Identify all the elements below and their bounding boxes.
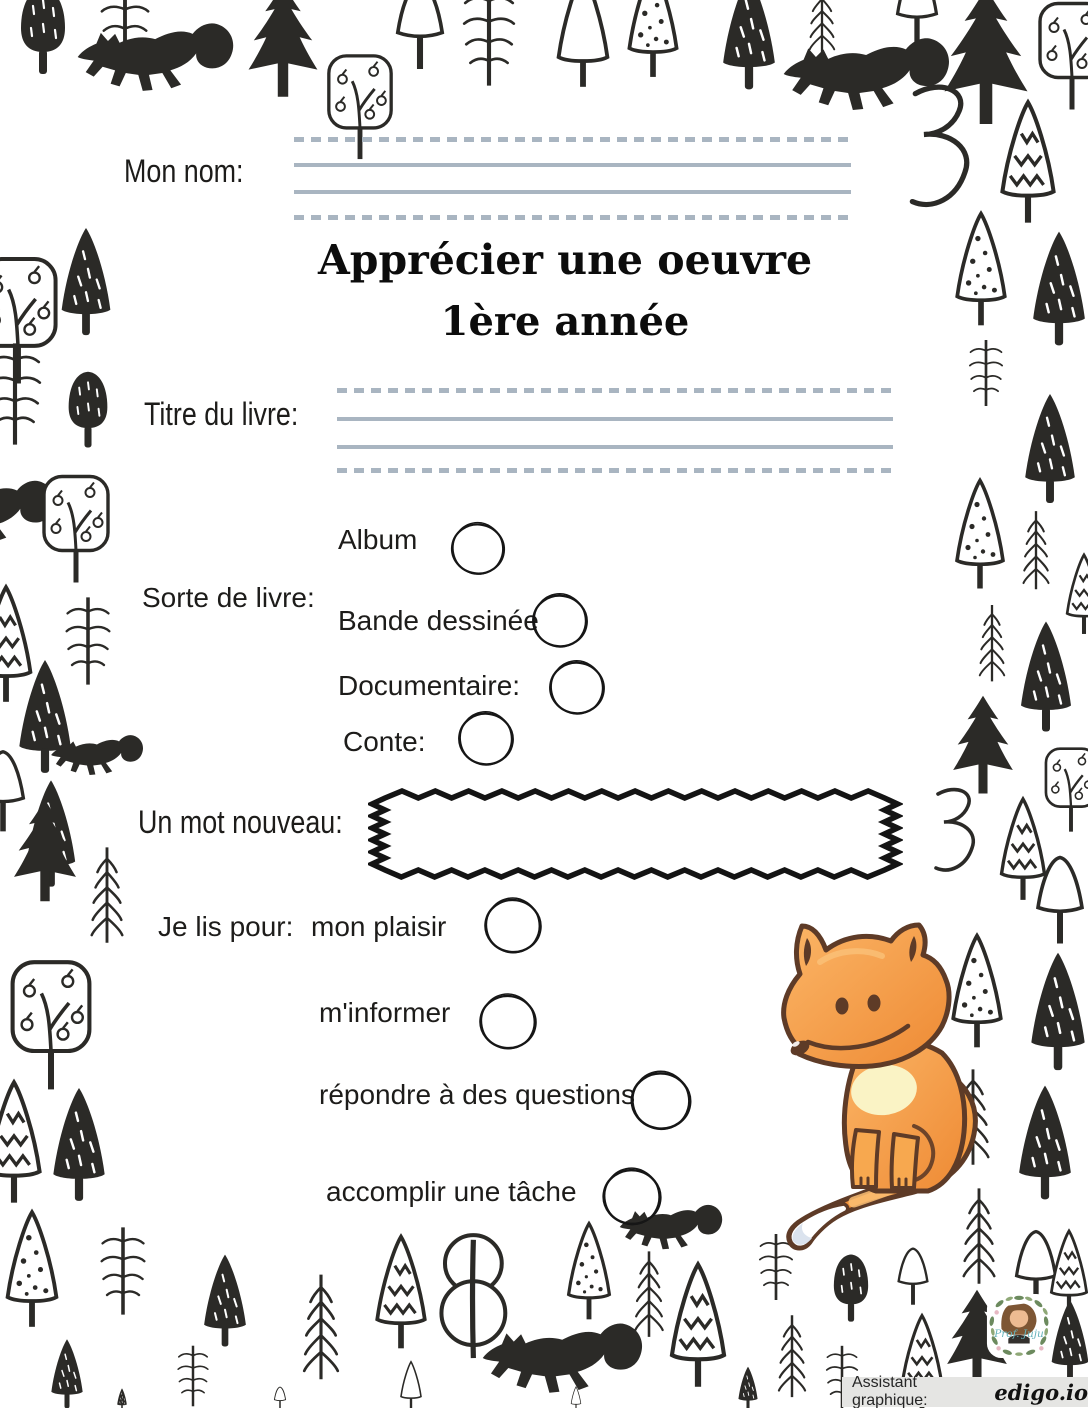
book-title-label: Titre du livre: (144, 396, 299, 432)
purpose-option-plaisir: mon plaisir (311, 911, 447, 942)
writing-line (337, 468, 893, 473)
book-title-input-lines[interactable] (337, 388, 893, 474)
writing-line (337, 417, 893, 421)
checkbox-circle-conte[interactable] (453, 706, 519, 772)
book-type-option-conte: Conte: (343, 726, 426, 757)
writing-line (294, 215, 851, 220)
checkbox-circle-bd[interactable] (527, 588, 593, 654)
writing-line (294, 137, 851, 142)
checkbox-circle-repondre[interactable] (625, 1065, 697, 1137)
credit-label: Assistant graphique: (852, 1374, 928, 1408)
purpose-option-repondre: répondre à des questions (319, 1079, 635, 1110)
writing-line (294, 163, 851, 167)
name-input-lines[interactable] (294, 137, 851, 221)
border-left-band (0, 228, 144, 1327)
book-type-label: Sorte de livre: (142, 582, 315, 613)
prof-juju-logo (985, 1292, 1053, 1360)
checkbox-circle-album[interactable] (446, 517, 510, 581)
book-type-option-bd: Bande dessinée (338, 605, 539, 636)
checkbox-circle-documentaire[interactable] (544, 655, 610, 721)
page-title: Apprécier une oeuvre (317, 236, 813, 284)
writing-line (294, 190, 851, 194)
credit-bar (842, 1374, 1088, 1408)
new-word-box[interactable] (368, 786, 903, 886)
credit-brand[interactable]: edigo.io (994, 1379, 1088, 1405)
checkbox-circle-plaisir[interactable] (479, 892, 547, 960)
writing-line (337, 445, 893, 449)
new-word-label: Un mot nouveau: (138, 804, 343, 840)
writing-line (337, 388, 893, 393)
checkbox-circle-informer[interactable] (474, 988, 542, 1056)
name-label: Mon nom: (124, 153, 244, 189)
book-type-option-documentaire: Documentaire: (338, 670, 521, 701)
checkbox-circle-tache[interactable] (597, 1162, 667, 1232)
book-type-option-album: Album (338, 524, 418, 555)
purpose-option-informer: m'informer (319, 997, 451, 1028)
sitting-orange-fox-icon (762, 920, 982, 1255)
purpose-option-tache: accomplir une tâche (326, 1176, 577, 1207)
reading-purpose-label: Je lis pour: (158, 911, 294, 942)
logo-text: Prof. Juju (994, 1328, 1044, 1340)
page-subtitle: 1ère année (440, 298, 690, 345)
